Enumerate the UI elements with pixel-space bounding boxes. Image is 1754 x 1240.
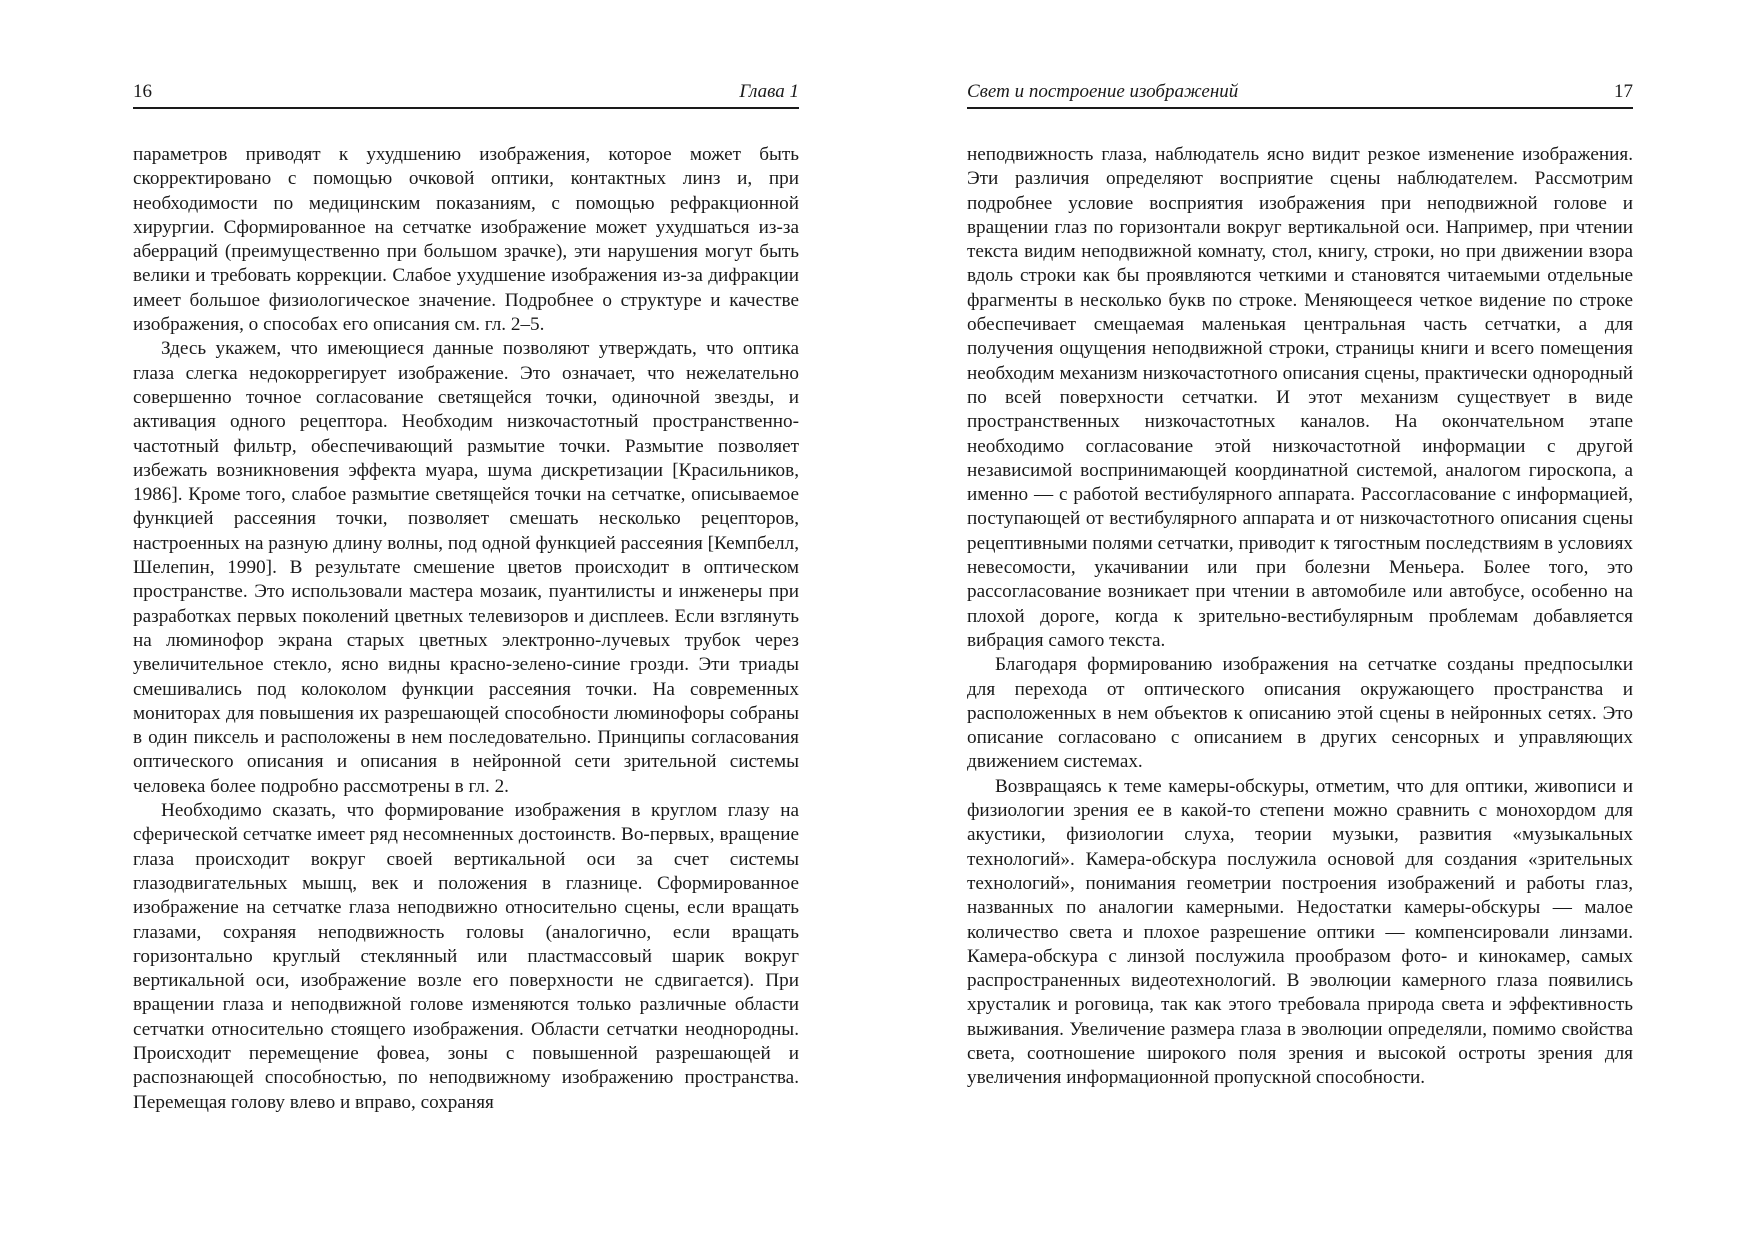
left-header-rule [133, 107, 799, 109]
paragraph: Необходимо сказать, что формирование изображения в круглом глазу на сферической сетчатке имеет ряд несомненных достоинств. Во-первых, вращение глаза происходит вокруг своей вертикальной оси за счет системы глазодвигательных мышц, век и положения в глазнице. Сформированное изображение на сетчатке глаза неподвижно относительно сцены, если вращать глазами, сохраняя неподвижность головы (аналогично, если вращать горизонтально круглый стеклянный или пластмассовый шарик вокруг вертикальной оси, изображение возле его поверхности не сдвигается). При вращении глаза и неподвижной голове изменяются только различные области сетчатки относительно стоящего изображения. Области сетчатки неоднородны. Происходит перемещение фовеа, зоны с повышенной разрешающей и распознающей способностью, по неподвижному изображению пространства. Перемещая голову влево и вправо, сохраняя [133, 800, 799, 1113]
left-page [133, 0, 799, 1240]
paragraph: Благодаря формированию изображения на сетчатке созданы предпосылки для перехода от оптического описания окружающего пространства и расположенных в нем объектов к описанию этой сцены в нейронных сетях. Это описание согласовано с описанием в других сенсорных и управляющих движением системах. [967, 654, 1633, 773]
right-running-head: Свет и построение изображений [967, 81, 1239, 102]
paragraph: неподвижность глаза, наблюдатель ясно видит резкое изменение изображения. Эти различия определяют восприятие сцены наблюдателем. Рассмотрим подробнее условие восприятия изображения при неподвижной голове и вращении глаз по горизонтали вокруг вертикальной оси. Например, при чтении текста видим неподвижной комнату, стол, книгу, строки, но при движении взора вдоль строки как бы проявляются четкими и становятся читаемыми отдельные фрагменты в несколько букв по строке. Меняющееся четкое видение по строке обеспечивает смещаемая маленькая центральная часть сетчатки, а для получения ощущения неподвижной строки, страницы книги и всего помещения необходим механизм низкочастотного описания сцены, практически однородный по всей поверхности сетчатки. И этот механизм существует в виде пространственных низкочастотных каналов. На окончательном этапе необходимо согласование этой низкочастотной информации с другой независимой воспринимающей координатной системой, аналогом гироскопа, а именно — с работой вестибулярного аппарата. Рассогласование с информацией, поступающей от вестибулярного аппарата и от низкочастотного описания сцены рецептивными полями сетчатки, приводит к тягостным последствиям в условиях невесомости, укачивании или при болезни Меньера. Более того, это рассогласование возникает при чтении в автомобиле или автобусе, особенно на плохой дороге, когда к зрительно-вестибулярным проблемам добавляется вибрация самого текста. [967, 144, 1633, 651]
left-running-head: Глава 1 [739, 81, 799, 102]
right-page [967, 0, 1633, 1240]
right-page-body [967, 143, 1633, 1091]
left-page-body [133, 143, 799, 1115]
paragraph: Возвращаясь к теме камеры-обскуры, отметим, что для оптики, живописи и физиологии зрения ее в какой-то степени можно сравнить с монохордом для акустики, физиологии слуха, теории музыки, развития «музыкальных технологий». Камера-обскура послужила основой для создания «зрительных технологий», понимания геометрии построения изображений и работы глаз, названных по аналогии камерными. Недостатки камеры-обскуры — малое количество света и плохое разрешение оптики — компенсировали линзами. Камера-обскура с линзой послужила прообразом фото- и кинокамер, самых распространенных видеотехнологий. В эволюции камерного глаза появились хрусталик и роговица, так как этого требовала природа света и эффективность выживания. Увеличение размера глаза в эволюции определяли, помимо свойства света, соотношение широкого поля зрения и высокой остроты зрения для увеличения информационной пропускной способности. [967, 775, 1633, 1089]
right-header-rule [967, 107, 1633, 109]
right-page-number: 17 [1614, 81, 1633, 102]
right-page-header [967, 78, 1633, 106]
paragraph: Здесь укажем, что имеющиеся данные позволяют утверждать, что оптика глаза слегка недокоррегирует изображение. Это означает, что нежелательно совершенно точное согласование светящейся точки, одиночной звезды, и активация одного рецептора. Необходим низкочастотный пространственно-частотный фильтр, обеспечивающий размытие точки. Размытие позволяет избежать возникновения эффекта муара, шума дискретизации [Красильников, 1986]. Кроме того, слабое размытие светящейся точки на сетчатке, описываемое функцией рассеяния точки, позволяет смешать несколько рецепторов, настроенных на разную длину волны, под одной функцией рассеяния [Кемпбелл, Шелепин, 1990]. В результате смешение цветов происходит в оптическом пространстве. Это использовали мастера мозаик, пуантилисты и инженеры при разработках первых поколений цветных телевизоров и дисплеев. Если взглянуть на люминофор экрана старых цветных электронно-лучевых трубок через увеличительное стекло, ясно видны красно-зелено-синие грозди. Эти триады смешивались под колоколом функции рассеяния точки. На современных мониторах для повышения их разрешающей способности люминофоры собраны в один пиксель и расположены в нем последовательно. Принципы согласования оптического описания и описания в нейронной сети зрительной системы человека более подробно рассмотрены в гл. 2. [133, 338, 799, 797]
left-page-number: 16 [133, 81, 152, 102]
paragraph: параметров приводят к ухудшению изображения, которое может быть скорректировано с помощью очковой оптики, контактных линз и, при необходимости по медицинским показаниям, с помощью рефракционной хирургии. Сформированное на сетчатке изображение может ухудшаться из-за аберраций (преимущественно при большом зрачке), эти нарушения могут быть велики и требовать коррекции. Слабое ухудшение изображения из-за дифракции имеет большое физиологическое значение. Подробнее о структуре и качестве изображения, о способах его описания см. гл. 2–5. [133, 144, 799, 336]
left-page-header [133, 78, 799, 106]
